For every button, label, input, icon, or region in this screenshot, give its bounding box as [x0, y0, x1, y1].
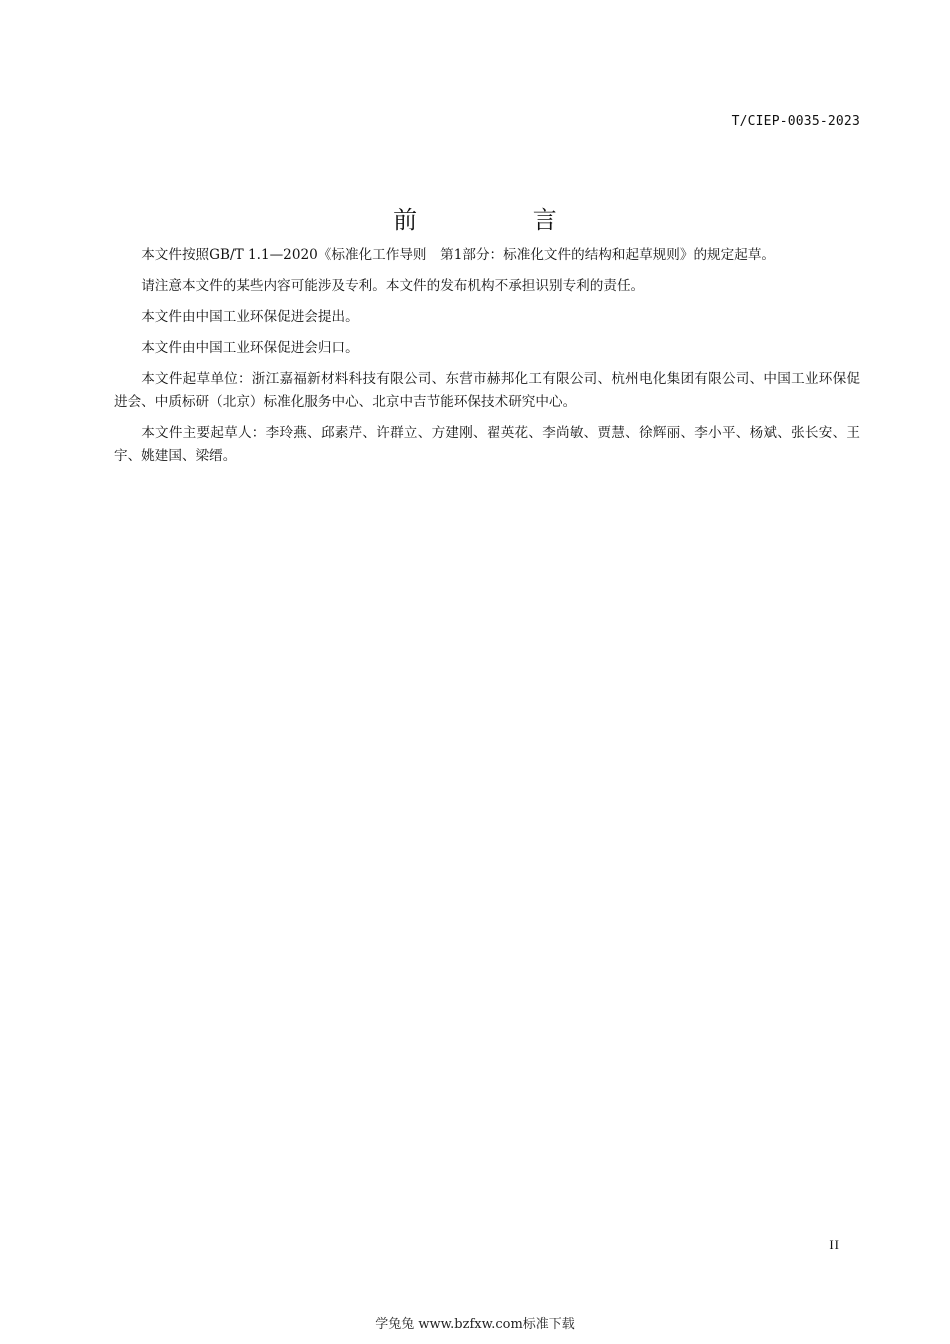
- paragraph-centralized-by: 本文件由中国工业环保促进会归口。: [141, 340, 359, 356]
- paragraph-proposed-by: 本文件由中国工业环保促进会提出。: [141, 309, 359, 325]
- paragraph-main-drafters: 本文件主要起草人：李玲燕、邱素芹、许群立、方建刚、翟英花、李尚敏、贾慧、徐辉丽、李小平、杨斌、张长安、王宇、姚建国、梁缙。: [114, 425, 860, 464]
- footer-watermark: 学兔兔 www.bzfxw.com标准下载: [375, 1317, 575, 1332]
- page-title: 前 言: [393, 206, 611, 234]
- paragraph-patent-notice: 请注意本文件的某些内容可能涉及专利。本文件的发布机构不承担识别专利的责任。: [141, 278, 645, 294]
- paragraph-drafting-units: 本文件起草单位：浙江嘉福新材料科技有限公司、东营市赫邦化工有限公司、杭州电化集团有限公司、中国工业环保促进会、中质标研（北京）标准化服务中心、北京中吉节能环保技术研究中心。: [114, 371, 860, 410]
- document-code: T/CIEP-0035-2023: [731, 114, 860, 129]
- preface-body: [114, 244, 860, 476]
- page-number: II: [829, 1237, 840, 1252]
- paragraph-drafting-rules: 本文件按照GB/T 1.1—2020《标准化工作导则 第1部分：标准化文件的结构和起草规则》的规定起草。: [141, 247, 776, 263]
